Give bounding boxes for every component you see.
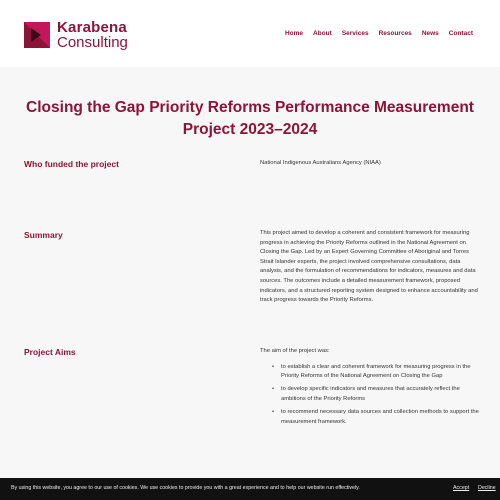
summary-label: Summary xyxy=(24,230,63,240)
aims-body xyxy=(260,347,482,431)
aims-label: Project Aims xyxy=(24,347,76,357)
aims-list xyxy=(260,363,482,428)
nav-contact[interactable]: Contact xyxy=(448,30,473,37)
nav-about[interactable]: About xyxy=(313,30,332,37)
funded-label: Who funded the project xyxy=(24,159,119,169)
logo-name-line2: Consulting xyxy=(57,33,128,51)
funded-body: National Indigenous Australians Agency (NIAA) xyxy=(260,160,381,166)
nav-resources[interactable]: Resources xyxy=(378,30,412,37)
nav-home[interactable]: Home xyxy=(284,30,304,37)
nav-services[interactable]: Services xyxy=(341,30,369,37)
aims-list-item: • to develop specific indicators and measures that accurately reflect the ambitions of the Priority Reforms xyxy=(272,385,482,404)
logo-text xyxy=(57,20,128,50)
cookie-decline-button[interactable]: Decline xyxy=(478,485,496,491)
aims-list-item: • to establish a clear and coherent framework for measuring progress in the Priority Reforms of the National Agreement on Closing the Gap xyxy=(272,363,482,382)
cookie-banner xyxy=(0,478,500,500)
logo-mark-icon xyxy=(24,22,50,48)
main-content xyxy=(0,67,500,500)
cookie-message: By using this website, you agree to our use of cookies. We use cookies to provide you with a great experience and to help our website run effectively. xyxy=(11,485,360,491)
cookie-accept-button[interactable]: Accept xyxy=(453,485,470,491)
summary-body: This project aimed to develop a coherent and consistent framework for measuring progress in achieving the Priority Reforms outlined in the National Agreement on Closing the Gap. Led by an Expert Governing Committee of Aboriginal and Torres Strait Islander experts, the project involved comprehensive consultations, data analysis, and the formulation of recommendations for indicators, measures and data sources. The outcomes include a detailed measurement framework, proposed indicators, and a structured reporting system designed to enhance accountability and track progress towards the Priority Reforms. xyxy=(260,230,478,304)
aims-list-item: • to recommend necessary data sources and collection methods to support the measurement framework. xyxy=(272,408,482,427)
main-nav xyxy=(285,30,473,37)
site-header xyxy=(0,0,500,67)
aims-intro: The aim of the project was: xyxy=(260,348,330,354)
page-title: Closing the Gap Priority Reforms Performance Measurement Project 2023–2024 xyxy=(26,99,474,138)
nav-news[interactable]: News xyxy=(421,30,439,37)
logo-name-line1: Karabena xyxy=(57,18,127,36)
brand-logo[interactable] xyxy=(24,20,128,49)
